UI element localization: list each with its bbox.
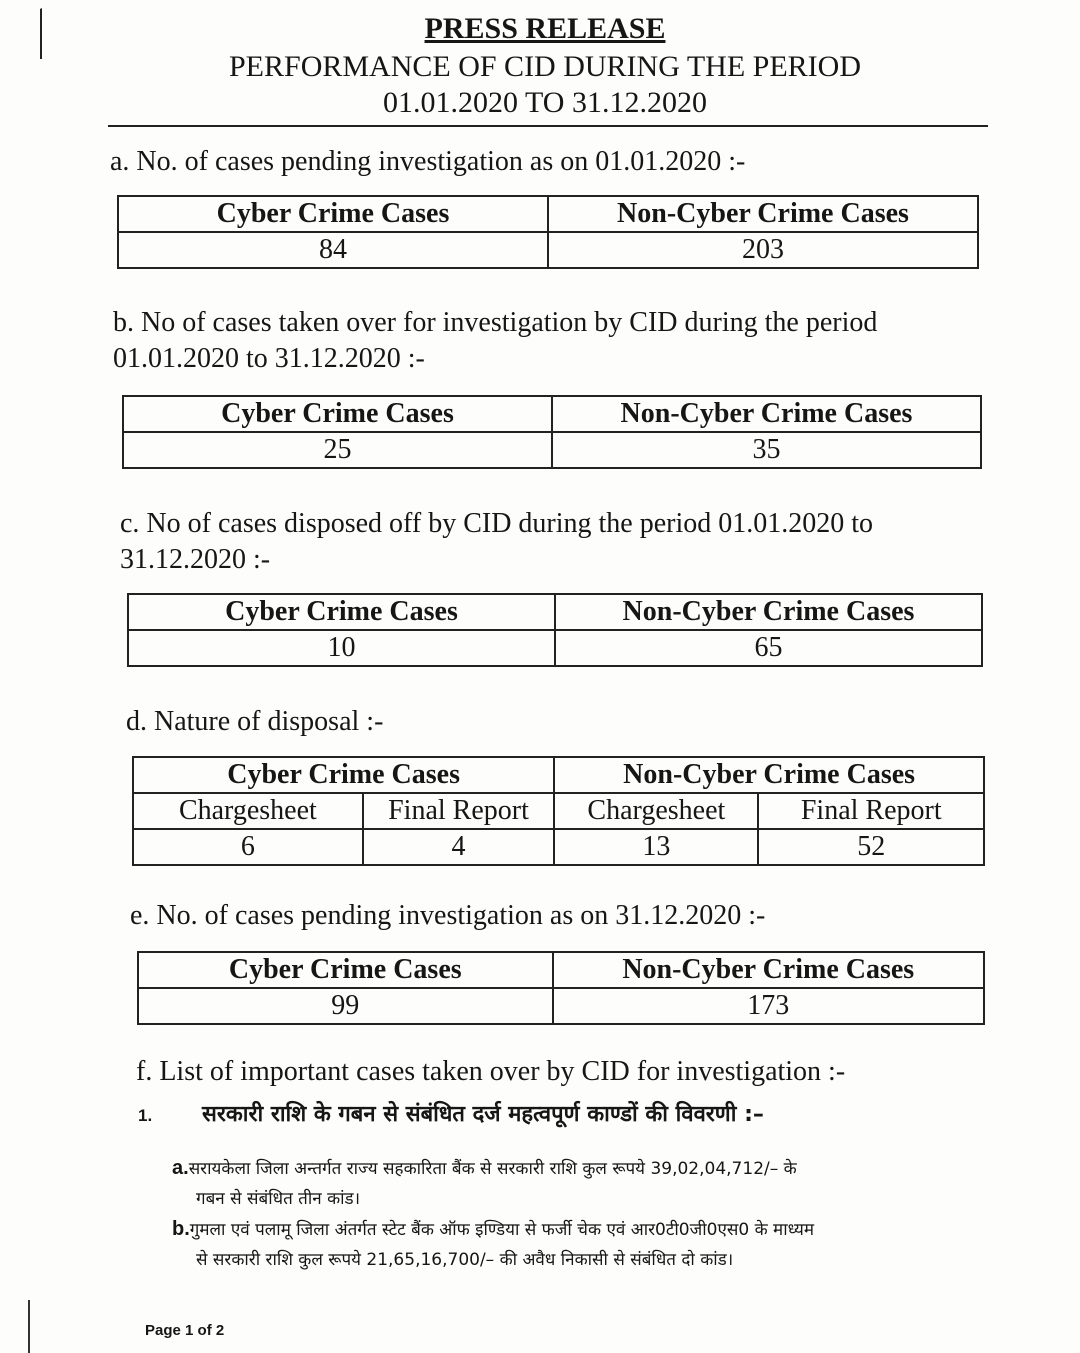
- section-e-label: e. No. of cases pending investigation as on 31.12.2020 :-: [130, 900, 766, 931]
- section-c-line2: 31.12.2020 :-: [120, 544, 271, 575]
- section-b-line1: b. No of cases taken over for investigation by CID during the period: [113, 307, 878, 338]
- header-non-cyber: Non-Cyber Crime Cases: [548, 196, 978, 232]
- header-cyber: Cyber Crime Cases: [123, 396, 552, 432]
- section-a-table: [117, 195, 979, 269]
- header-non-cyber: Non-Cyber Crime Cases: [555, 594, 982, 630]
- doc-period: 01.01.2020 TO 31.12.2020: [383, 86, 707, 119]
- value-non-cyber-final-report: 52: [758, 829, 984, 865]
- value-cyber-chargesheet: 6: [133, 829, 363, 865]
- section-e-table: [137, 951, 985, 1025]
- section-b-line2: 01.01.2020 to 31.12.2020 :-: [113, 343, 425, 374]
- case-b-marker: b.: [172, 1218, 190, 1240]
- value-cyber: 84: [118, 232, 548, 268]
- section-d-table: [132, 756, 985, 866]
- header-cyber: Cyber Crime Cases: [128, 594, 555, 630]
- group-non-cyber: Non-Cyber Crime Cases: [554, 757, 984, 793]
- important-case-heading: [138, 1098, 764, 1128]
- section-b-label: [113, 305, 877, 377]
- section-f-label: f. List of important cases taken over by CID for investigation :-: [136, 1056, 846, 1087]
- doc-title: PRESS RELEASE: [424, 12, 666, 45]
- header-cyber: Cyber Crime Cases: [138, 952, 553, 988]
- doc-subtitle: PERFORMANCE OF CID DURING THE PERIOD: [228, 50, 861, 83]
- case-item-b: [172, 1214, 992, 1275]
- case-a-line1: सरायकेला जिला अन्तर्गत राज्य सहकारिता बैंक से सरकारी राशि कुल रूपये 39,02,04,712/– के: [188, 1159, 797, 1179]
- subheader-non-cyber-final-report: Final Report: [758, 793, 984, 829]
- case-b-line2: से सरकारी राशि कुल रूपये 21,65,16,700/– की अवैध निकासी से संबंधित दो कांड।: [196, 1250, 734, 1270]
- header-non-cyber: Non-Cyber Crime Cases: [552, 396, 981, 432]
- section-d-label: d. Nature of disposal :-: [126, 706, 384, 737]
- page-number: Page 1 of 2: [145, 1322, 225, 1339]
- item-number: 1.: [138, 1106, 153, 1125]
- value-cyber: 10: [128, 630, 555, 666]
- section-c-line1: c. No of cases disposed off by CID during the period 01.01.2020 to: [120, 508, 874, 539]
- value-non-cyber: 173: [553, 988, 984, 1024]
- case-b-line1: गुमला एवं पलामू जिला अंतर्गत स्टेट बैंक ऑफ इण्डिया से फर्जी चेक एवं आर0टी0जी0एस0 के माध्यम: [189, 1220, 815, 1240]
- item-heading: सरकारी राशि के गबन से संबंधित दर्ज महत्वपूर्ण काण्डों की विवरणी :–: [202, 1102, 764, 1127]
- subheader-cyber-chargesheet: Chargesheet: [133, 793, 363, 829]
- section-c-table: [127, 593, 983, 667]
- value-non-cyber: 35: [552, 432, 981, 468]
- header-cyber: Cyber Crime Cases: [118, 196, 548, 232]
- section-c-label: [120, 506, 873, 578]
- case-item-a: [172, 1153, 992, 1214]
- section-b-table: [122, 395, 982, 469]
- value-cyber: 25: [123, 432, 552, 468]
- subheader-non-cyber-chargesheet: Chargesheet: [554, 793, 758, 829]
- value-cyber: 99: [138, 988, 553, 1024]
- margin-line: [28, 1300, 30, 1353]
- value-non-cyber-chargesheet: 13: [554, 829, 758, 865]
- value-cyber-final-report: 4: [363, 829, 554, 865]
- value-non-cyber: 203: [548, 232, 978, 268]
- subheader-cyber-final-report: Final Report: [363, 793, 554, 829]
- section-a-label: a. No. of cases pending investigation as on 01.01.2020 :-: [110, 146, 746, 177]
- group-cyber: Cyber Crime Cases: [133, 757, 554, 793]
- header-rule: [108, 125, 988, 127]
- case-a-line2: गबन से संबंधित तीन कांड।: [196, 1189, 361, 1209]
- header-non-cyber: Non-Cyber Crime Cases: [553, 952, 984, 988]
- value-non-cyber: 65: [555, 630, 982, 666]
- case-a-marker: a.: [172, 1157, 189, 1179]
